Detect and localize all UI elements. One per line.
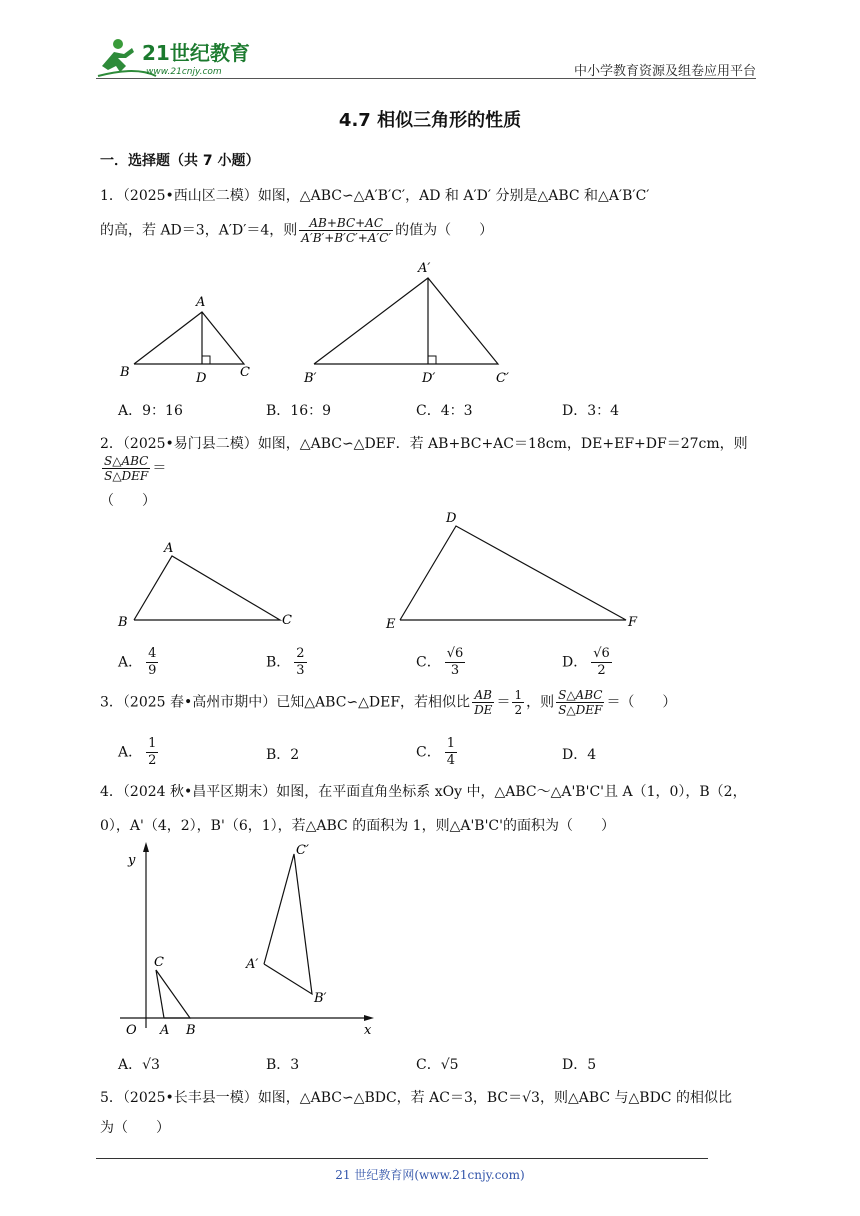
- q3-area-fraction: $\frac{\text{S△ABC}}{\text{S△DEF}}$: [558, 688, 603, 717]
- q5-text-line1: 如图，△ABC∽△BDC，若 AC＝3，BC＝√3，则△ABC 与△BDC 的相似比: [257, 1090, 732, 1106]
- q5-text-line2: 为（ ）: [100, 1120, 170, 1136]
- fig1-label-A-prime: A′: [418, 261, 431, 276]
- footer-divider: [96, 1158, 708, 1159]
- logo-url: www.21cnjy.com: [146, 67, 222, 77]
- fig2-label-F: F: [628, 615, 638, 630]
- logo-text: 21世纪教育: [142, 41, 250, 65]
- fig4-label-O: O: [126, 1023, 137, 1038]
- section-heading: 一．选择题（共 7 小题）: [100, 153, 260, 169]
- fig1-label-D-prime: D′: [422, 371, 436, 386]
- fig2-label-B: B: [118, 615, 128, 630]
- q2-number: 2．: [100, 436, 123, 452]
- fig2-label-D: D: [446, 511, 457, 526]
- fig4-label-y: y: [128, 853, 136, 868]
- q4-text-line2: 0），A'（4，2），B'（6，1），若△ABC 的面积为 1，则△A'B'C'的面积为（ ）: [100, 818, 615, 834]
- q1-text-line2: 的高，若 AD＝3，A′D′＝4，则: [100, 222, 298, 239]
- fig1-label-D: D: [196, 371, 207, 386]
- q2-figure: [116, 506, 646, 640]
- q2-text-line1: 如图，△ABC∽△DEF．若 AB+BC+AC＝18cm，DE+EF+DF＝27cm，则: [257, 436, 748, 452]
- fig1-label-B-prime: B′: [304, 371, 317, 386]
- q3-source: （2025 春•高州市期中）: [122, 694, 277, 711]
- page-title: 4.7 相似三角形的性质: [338, 110, 522, 131]
- footer-text[interactable]: 21 世纪教育网(www.21cnjy.com): [335, 1168, 525, 1182]
- fig2-label-E: E: [386, 617, 396, 632]
- q5-source: （2025•长丰县一模）: [122, 1090, 258, 1106]
- fig4-label-C-prime: C′: [296, 843, 309, 858]
- q1-figure: [118, 258, 528, 392]
- fig4-label-A: A: [160, 1023, 170, 1038]
- fig4-label-B: B: [186, 1023, 196, 1038]
- fig4-label-B-prime: B′: [314, 991, 327, 1006]
- fig4-label-x: x: [364, 1023, 372, 1038]
- header-platform-text: 中小学教育资源及组卷应用平台: [573, 64, 756, 79]
- q3-text: 已知△ABC∽△DEF，若相似比: [276, 694, 471, 711]
- fig1-label-C: C: [240, 365, 250, 380]
- q2-source: （2025•易门县二模）: [122, 436, 258, 452]
- q2-text-line2: （ ）: [100, 493, 156, 509]
- q1-option-c[interactable]: C．4：3: [416, 403, 473, 419]
- q1-option-d[interactable]: D．3：4: [562, 403, 620, 419]
- q1-source: （2025•西山区二模）: [122, 188, 258, 204]
- question-4: [100, 782, 764, 836]
- fig4-label-C: C: [154, 955, 164, 970]
- question-3: 3．（2025 春•高州市期中）已知△ABC∽△DEF，若相似比 $\frac{AB}{DE}$ ＝ $\frac{1}{2}$ ，则 $\frac{\text{S△ABC}}{\text{S△DEF}}$ ＝（ ）: [100, 688, 677, 717]
- q2-option-c[interactable]: C． $\frac{√6}{3}$: [416, 646, 464, 678]
- fig1-label-A: A: [196, 295, 206, 310]
- q4-option-d[interactable]: D．5: [562, 1057, 597, 1073]
- q3-option-b[interactable]: B．2: [266, 747, 300, 763]
- question-1: [100, 186, 764, 245]
- q3-option-a[interactable]: A． $\frac{1}{2}$: [118, 736, 157, 768]
- header-logo: [96, 36, 266, 78]
- logo-runner-icon: [96, 36, 266, 78]
- fig1-label-C-prime: C′: [496, 371, 509, 386]
- q2-option-a[interactable]: A． $\frac{4}{9}$: [118, 646, 157, 678]
- q5-number: 5．: [100, 1090, 123, 1106]
- fig2-label-C: C: [282, 613, 292, 628]
- q3-option-d[interactable]: D．4: [562, 747, 597, 763]
- q2-option-b[interactable]: B． $\frac{2}{3}$: [266, 646, 305, 678]
- q3-half-fraction: $\frac{1}{2}$: [514, 688, 523, 717]
- q3-option-c[interactable]: C． $\frac{1}{4}$: [416, 736, 455, 768]
- q1-text-line2-end: 的值为（ ）: [395, 222, 494, 239]
- q3-ratio-fraction: $\frac{AB}{DE}$: [474, 688, 493, 717]
- q1-fraction: $\frac{AB+BC+AC}{A'B'+B'C'+A'C'}$: [301, 216, 392, 245]
- question-5: [100, 1088, 764, 1138]
- fig4-label-A-prime: A′: [246, 957, 259, 972]
- q4-option-c[interactable]: C．√5: [416, 1057, 459, 1073]
- q4-option-b[interactable]: B．3: [266, 1057, 300, 1073]
- q4-text-line1: 如图，在平面直角坐标系 xOy 中，△ABC～△A'B'C'且 A（1，0），B（2，: [276, 784, 747, 800]
- q1-text-line1: 如图，△ABC∽△A′B′C′，AD 和 A′D′ 分别是△ABC 和△A′B′C′: [257, 188, 650, 204]
- fig2-label-A: A: [164, 541, 174, 556]
- q2-equals: ＝: [152, 460, 167, 477]
- q2-option-d[interactable]: D． $\frac{√6}{2}$: [562, 646, 610, 678]
- question-2: [100, 434, 764, 511]
- q1-option-b[interactable]: B．16：9: [266, 403, 332, 419]
- q2-fraction: $\frac{\text{S△ABC}}{\text{S△DEF}}$: [104, 454, 149, 483]
- fig1-label-B: B: [120, 365, 130, 380]
- q3-number: 3．: [100, 694, 123, 711]
- q4-option-a[interactable]: A．√3: [118, 1057, 160, 1073]
- q4-figure: [116, 838, 380, 1042]
- q1-option-a[interactable]: A．9：16: [118, 403, 183, 419]
- q4-source: （2024 秋•昌平区期末）: [122, 784, 277, 800]
- q1-number: 1．: [100, 188, 123, 204]
- header-divider: [96, 78, 756, 79]
- q4-number: 4．: [100, 784, 123, 800]
